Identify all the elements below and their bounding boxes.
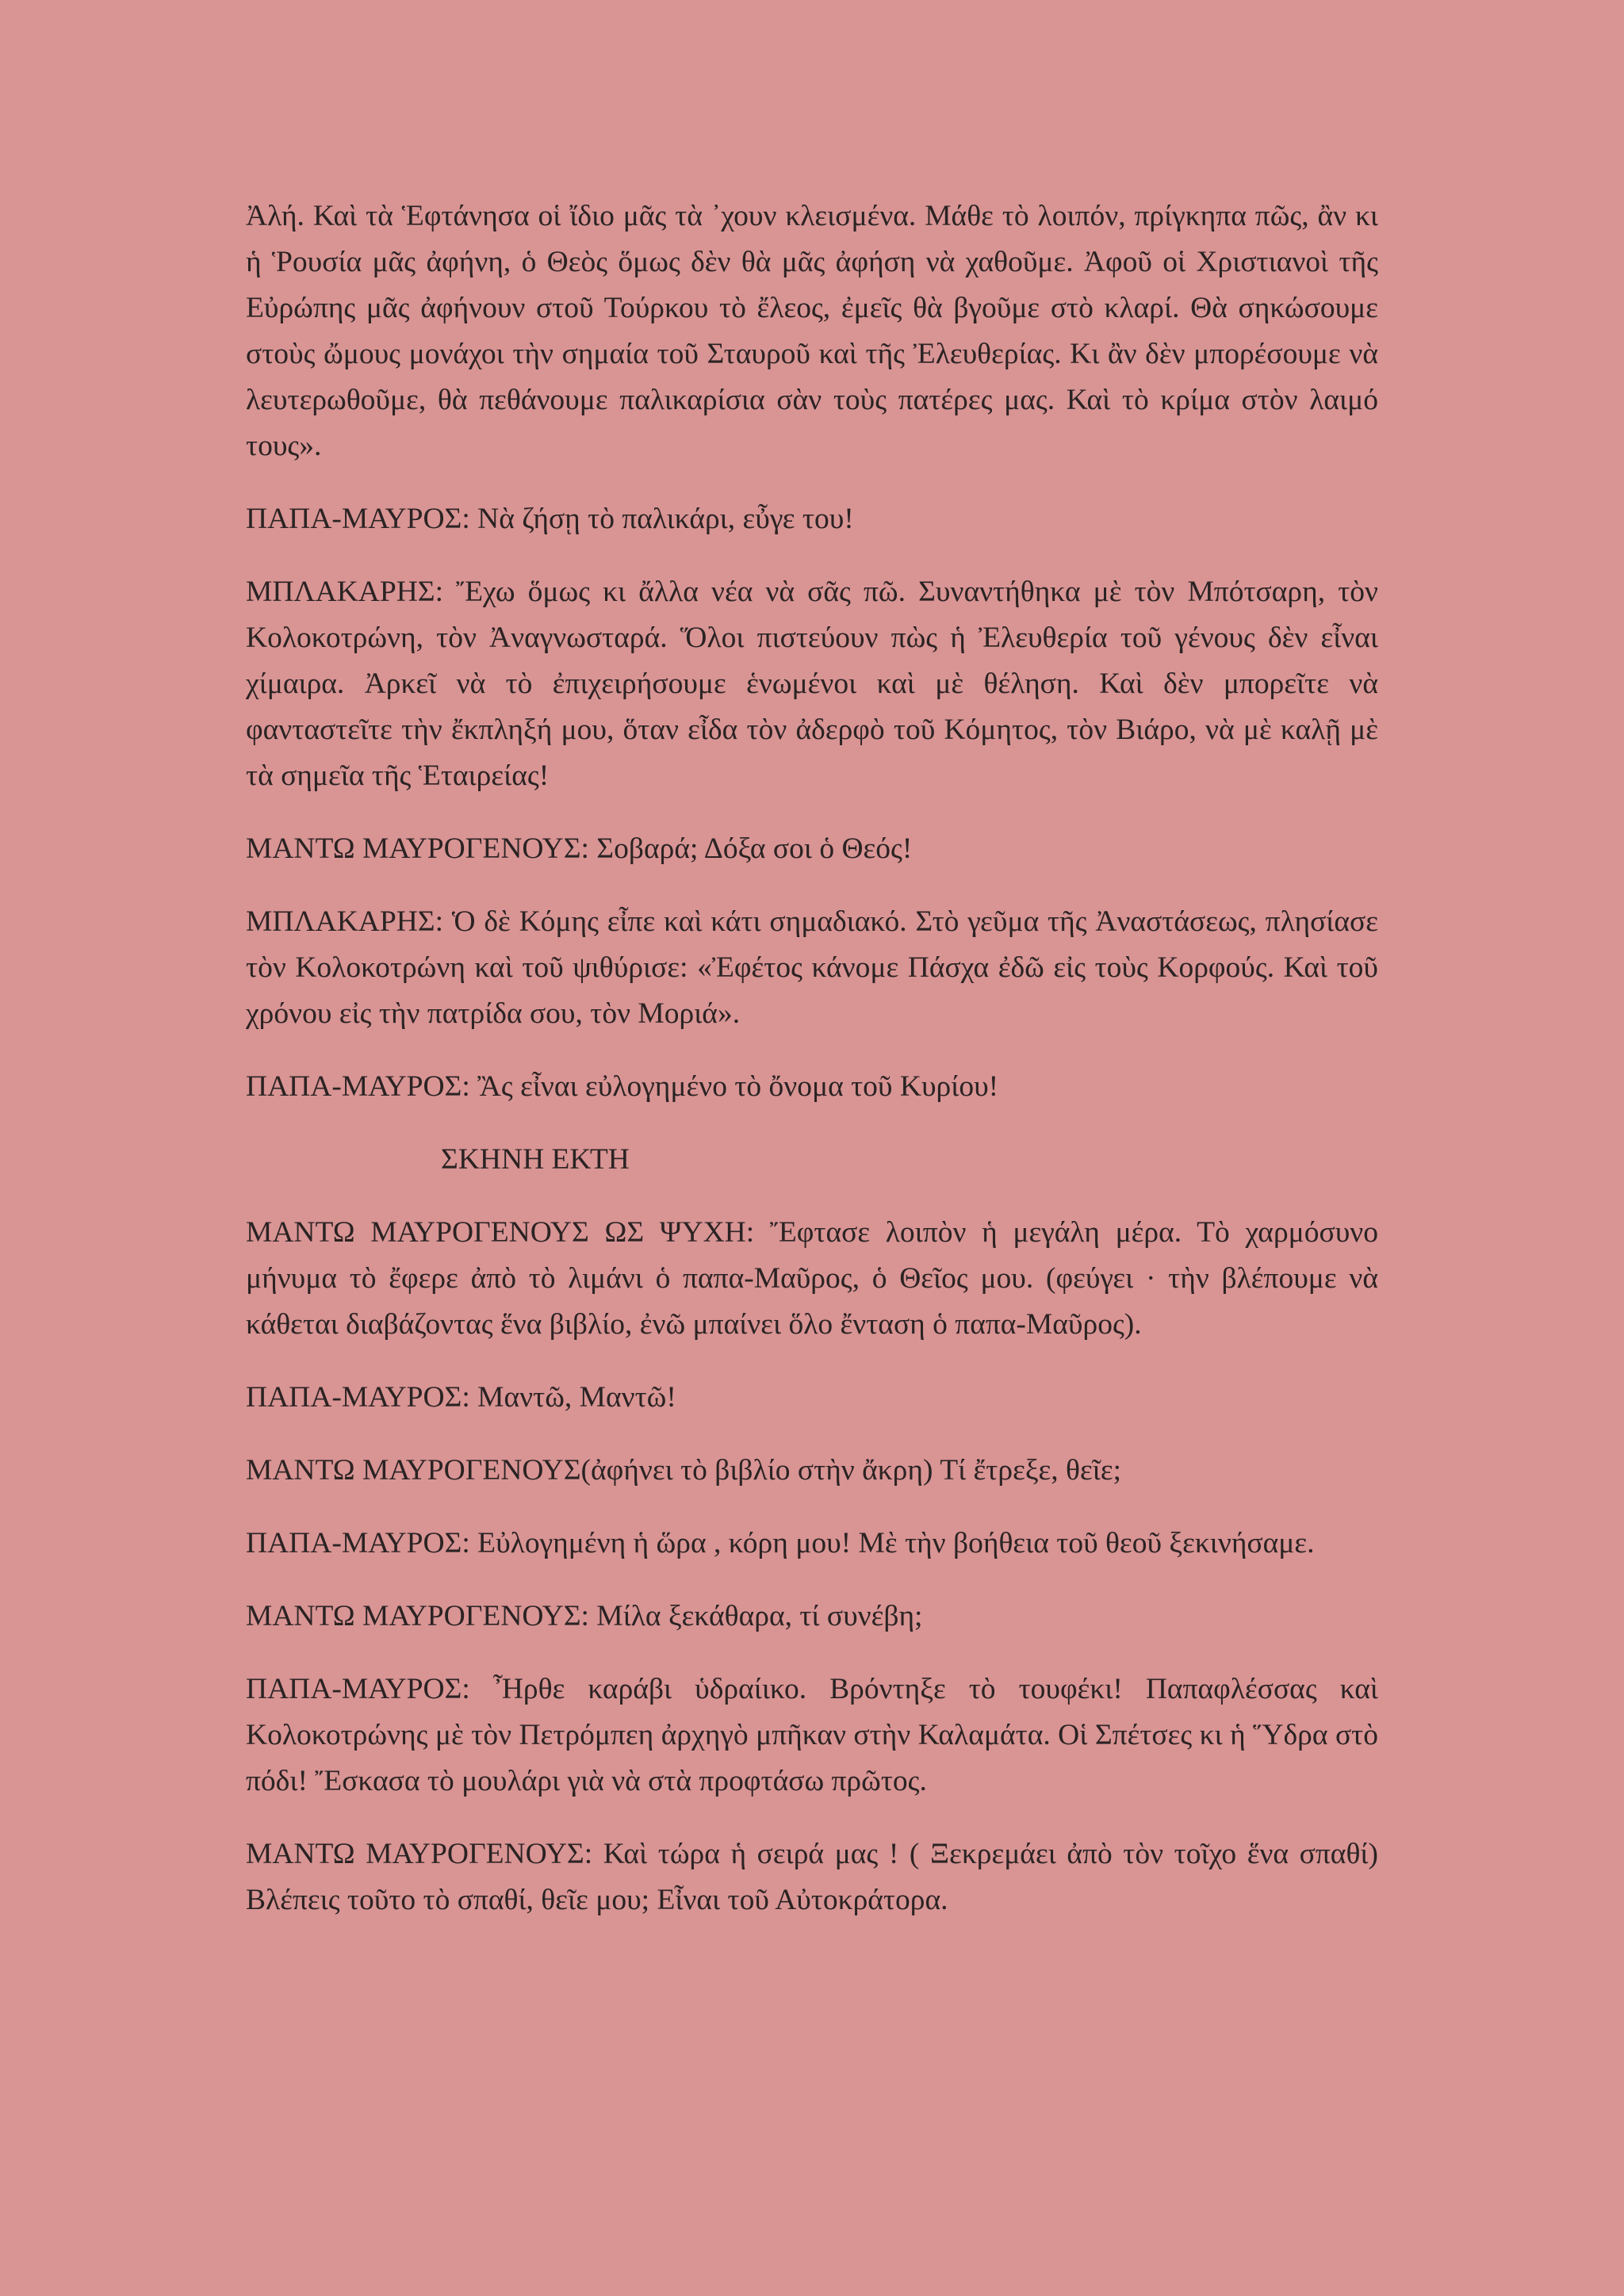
- paragraph-manto-4: ΜΑΝΤΩ ΜΑΥΡΟΓΕΝΟΥΣ: Καὶ τώρα ἡ σειρά μας ! ( Ξεκρεμάει ἀπὸ τὸν τοῖχο ἕνα σπαθί) Βλέπεις τοῦτο τὸ σπαθί, θεῖε μου; Εἶναι τοῦ Αὐτοκράτορα.: [246, 1838, 1378, 1916]
- scene-heading: ΣΚΗΝΗ ΕΚΤΗ: [441, 1143, 630, 1176]
- paragraph-papa-mavros-5: ΠΑΠΑ-ΜΑΥΡΟΣ: Ἦρθε καράβι ὑδραίικο. Βρόντηξε τὸ τουφέκι! Παπαφλέσσας καὶ Κολοκοτρώνης μὲ τὸν Πετρόμπεη ἀρχηγὸ μπῆκαν στὴν Καλαμάτα. Οἱ Σπέτσες κι ἡ Ὕδρα στὸ πόδι! Ἔσκασα τὸ μουλάρι γιὰ νὰ στὰ προφτάσω πρῶτος.: [246, 1673, 1378, 1797]
- paragraph-ali-speech: Ἀλή. Καὶ τὰ Ἑφτάνησα οἱ ἴδιο μᾶς τὰ ᾿χουν κλεισμένα. Μάθε τὸ λοιπόν, πρίγκηπα πῶς, ἂν κι ἡ Ῥουσία μᾶς ἀφήνη, ὁ Θεὸς ὅμως δὲν θὰ μᾶς ἀφήση νὰ χαθοῦμε. Ἀφοῦ οἱ Χριστιανοὶ τῆς Εὐρώπης μᾶς ἀφήνουν στοῦ Τούρκου τὸ ἔλεος, ἐμεῖς θὰ βγοῦμε στὸ κλαρί. Θὰ σηκώσουμε στοὺς ὤμους μονάχοι τὴν σημαία τοῦ Σταυροῦ καὶ τῆς Ἐλευθερίας. Κι ἂν δὲν μπορέσουμε νὰ λευτερωθοῦμε, θὰ πεθάνουμε παλικαρίσια σὰν τοὺς πατέρες μας. Καὶ τὸ κρίμα στὸν λαιμό τους».: [246, 200, 1378, 462]
- paragraph-papa-mavros-3: ΠΑΠΑ-ΜΑΥΡΟΣ: Μαντῶ, Μαντῶ!: [246, 1381, 676, 1414]
- paragraph-manto-2: ΜΑΝΤΩ ΜΑΥΡΟΓΕΝΟΥΣ(ἀφήνει τὸ βιβλίο στὴν ἄκρη) Τί ἔτρεξε, θεῖε;: [246, 1454, 1122, 1487]
- paragraph-manto-1: ΜΑΝΤΩ ΜΑΥΡΟΓΕΝΟΥΣ: Σοβαρά; Δόξα σοι ὁ Θεός!: [246, 832, 913, 865]
- paragraph-papa-mavros-2: ΠΑΠΑ-ΜΑΥΡΟΣ: Ἂς εἶναι εὐλογημένο τὸ ὄνομα τοῦ Κυρίου!: [246, 1070, 999, 1103]
- paragraph-manto-soul: ΜΑΝΤΩ ΜΑΥΡΟΓΕΝΟΥΣ ΩΣ ΨΥΧΗ: Ἔφτασε λοιπὸν ἡ μεγάλη μέρα. Τὸ χαρμόσυνο μήνυμα τὸ ἔφερε ἀπὸ τὸ λιμάνι ὁ παπα-Μαῦρος, ὁ Θεῖος μου. (φεύγει · τὴν βλέπουμε νὰ κάθεται διαβάζοντας ἕνα βιβλίο, ἐνῶ μπαίνει ὅλο ἔνταση ὁ παπα-Μαῦρος).: [246, 1216, 1378, 1341]
- text-body: [246, 193, 1378, 1950]
- paragraph-blakaris-2: ΜΠΛΑΚΑΡΗΣ: Ὁ δὲ Κόμης εἶπε καὶ κάτι σημαδιακό. Στὸ γεῦμα τῆς Ἀναστάσεως, πλησίασε τὸν Κολοκοτρώνη καὶ τοῦ ψιθύρισε: «Ἐφέτος κάνομε Πάσχα ἐδῶ εἰς τοὺς Κορφούς. Καὶ τοῦ χρόνου εἰς τὴν πατρίδα σου, τὸν Μοριά».: [246, 905, 1378, 1030]
- paragraph-blakaris-1: ΜΠΛΑΚΑΡΗΣ: Ἔχω ὅμως κι ἄλλα νέα νὰ σᾶς πῶ. Συναντήθηκα μὲ τὸν Μπότσαρη, τὸν Κολοκοτρώνη, τὸν Ἀναγνωσταρά. Ὅλοι πιστεύουν πὼς ἡ Ἐλευθερία τοῦ γένους δὲν εἶναι χίμαιρα. Ἀρκεῖ νὰ τὸ ἐπιχειρήσουμε ἑνωμένοι καὶ μὲ θέληση. Καὶ δὲν μπορεῖτε νὰ φανταστεῖτε τὴν ἔκπληξή μου, ὅταν εἶδα τὸν ἀδερφὸ τοῦ Κόμητος, τὸν Βιάρο, νὰ μὲ καλῇ μὲ τὰ σημεῖα τῆς Ἑταιρείας!: [246, 576, 1378, 792]
- paragraph-papa-mavros-1: ΠΑΠΑ-ΜΑΥΡΟΣ: Νὰ ζήσῃ τὸ παλικάρι, εὖγε του!: [246, 503, 854, 535]
- paragraph-manto-3: ΜΑΝΤΩ ΜΑΥΡΟΓΕΝΟΥΣ: Μίλα ξεκάθαρα, τί συνέβη;: [246, 1600, 923, 1632]
- paragraph-papa-mavros-4: ΠΑΠΑ-ΜΑΥΡΟΣ: Εὐλογημένη ἡ ὥρα , κόρη μου! Μὲ τὴν βοήθεια τοῦ θεοῦ ξεκινήσαμε.: [246, 1527, 1315, 1559]
